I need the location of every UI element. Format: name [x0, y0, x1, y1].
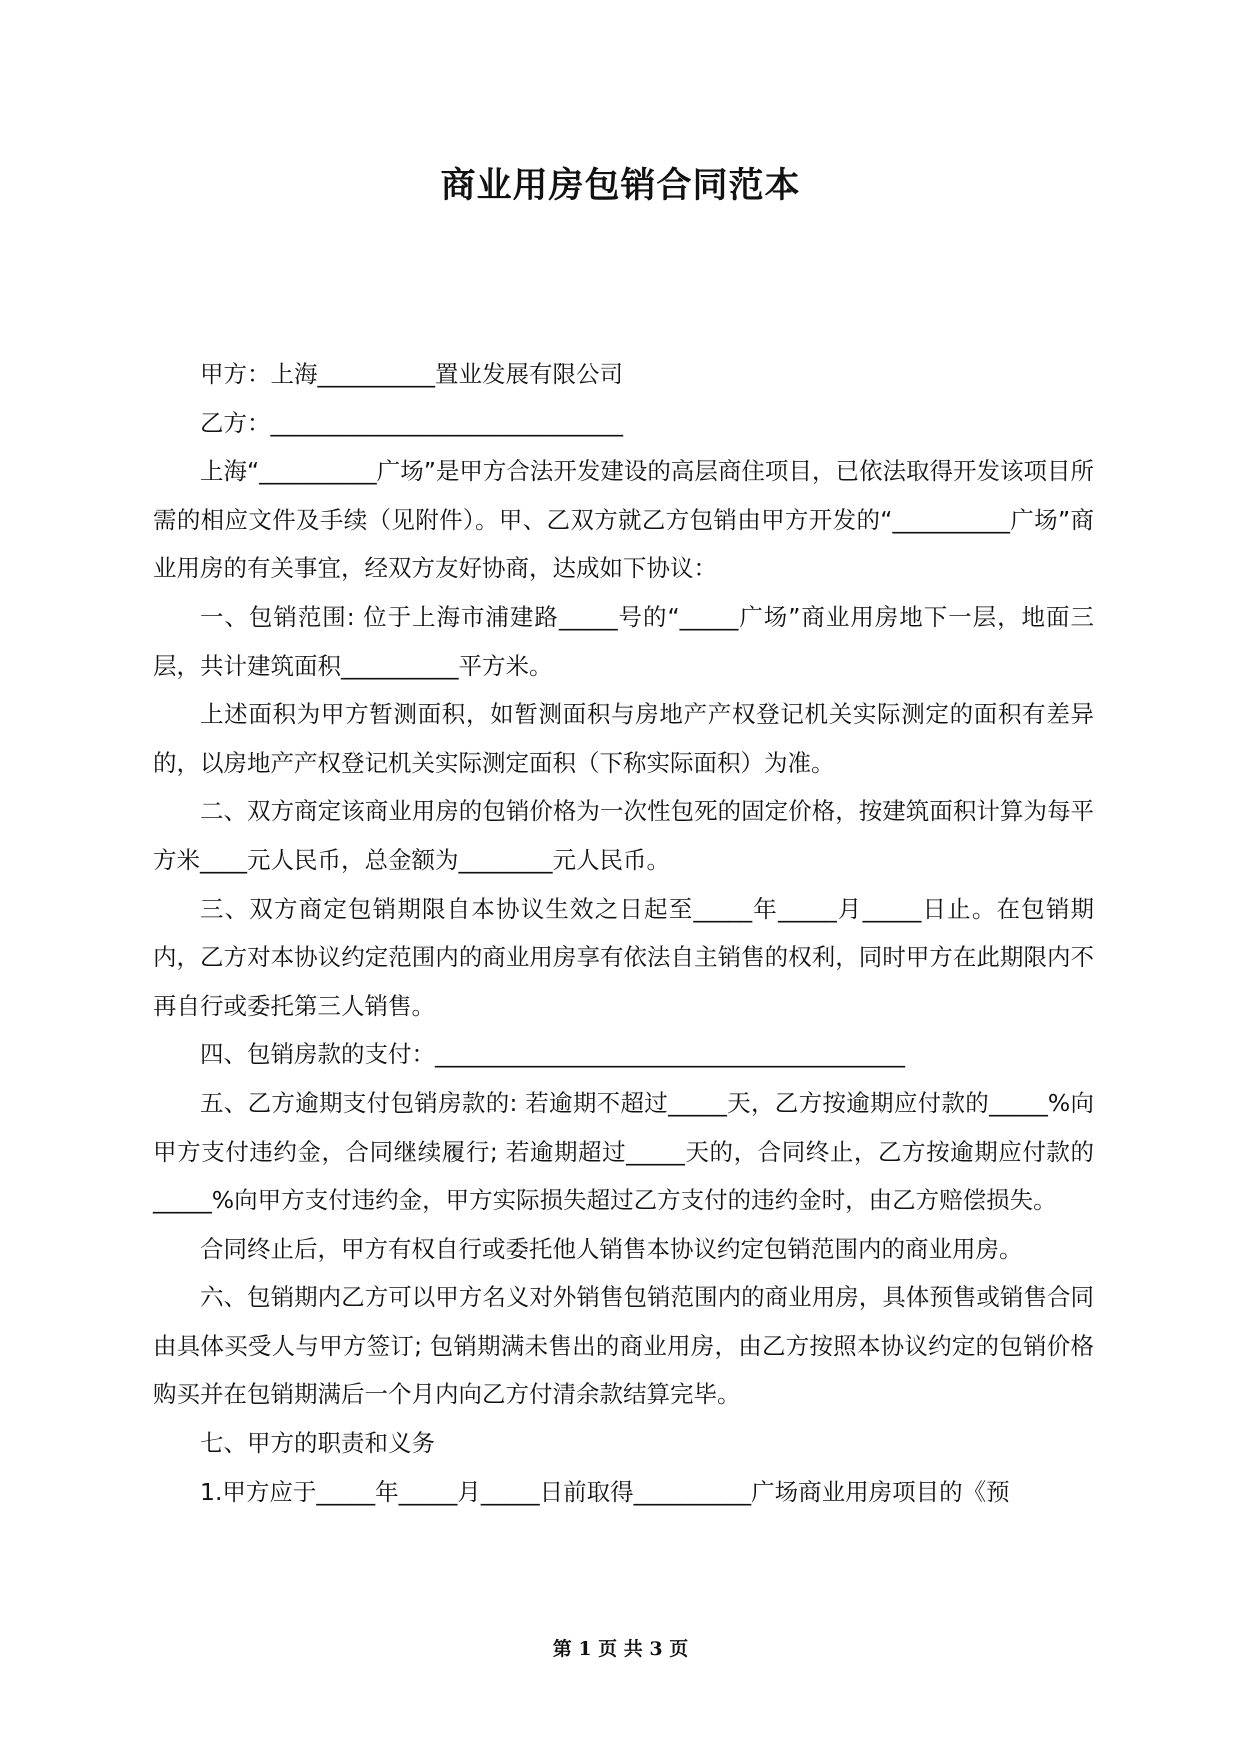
- clause-7-item-1: 1.甲方应于_____年_____月_____日前取得__________广场商业用房项目的《预: [200, 1477, 1010, 1506]
- document-body: [153, 350, 1094, 1516]
- clause-1-scope: 一、包销范围: 位于上海市浦建路_____号的“_____广场”商业用房地下一层，地面三层，共计建筑面积__________平方米。: [153, 602, 1094, 680]
- clause-4-payment: 四、包销房款的支付：________________________________________: [200, 1040, 905, 1069]
- party-a-line: 甲方：上海__________置业发展有限公司: [200, 360, 623, 388]
- document-title: 商业用房包销合同范本: [440, 166, 801, 206]
- clause-6-sales: 六、包销期内乙方可以甲方名义对外销售包销范围内的商业用房，具体预售或销售合同由具体买受人与甲方签订; 包销期满未售出的商业用房，由乙方按照本协议约定的包销价格购买并在包销期满后一个月内向乙方付清余款结算完毕。: [153, 1283, 1094, 1409]
- preamble-paragraph: 上海“__________广场”是甲方合法开发建设的高层商住项目，已依法取得开发该项目所需的相应文件及手续（见附件）。甲、乙双方就乙方包销由甲方开发的“__________广场”商业用房的有关事宜，经双方友好协商，达成如下协议：: [153, 457, 1094, 583]
- clause-1-area-note: 上述面积为甲方暂测面积，如暂测面积与房地产产权登记机关实际测定的面积有差异的，以房地产产权登记机关实际测定面积（下称实际面积）为准。: [153, 700, 1094, 777]
- page-number-footer: 第 1 页 共 3 页: [552, 1638, 689, 1660]
- clause-5-late-payment: 五、乙方逾期支付包销房款的: 若逾期不超过_____天，乙方按逾期应付款的_____%向甲方支付违约金，合同继续履行; 若逾期超过_____天的，合同终止，乙方按逾期应付款的_____%向甲方支付违约金，甲方实际损失超过乙方支付的违约金时，由乙方赔偿损失。: [153, 1088, 1094, 1215]
- clause-7-heading: 七、甲方的职责和义务: [200, 1429, 435, 1458]
- party-b-line: 乙方：______________________________: [200, 408, 623, 437]
- clause-2-price: 二、双方商定该商业用房的包销价格为一次性包死的固定价格，按建筑面积计算为每平方米____元人民币，总金额为________元人民币。: [153, 797, 1094, 874]
- clause-5-termination-note: 合同终止后，甲方有权自行或委托他人销售本协议约定包销范围内的商业用房。: [200, 1234, 1023, 1263]
- clause-3-period: 三、双方商定包销期限自本协议生效之日起至_____年_____月_____日止。在包销期内，乙方对本协议约定范围内的商业用房享有依法自主销售的权利，同时甲方在此期限内不再自行或委托第三人销售。: [153, 894, 1094, 1020]
